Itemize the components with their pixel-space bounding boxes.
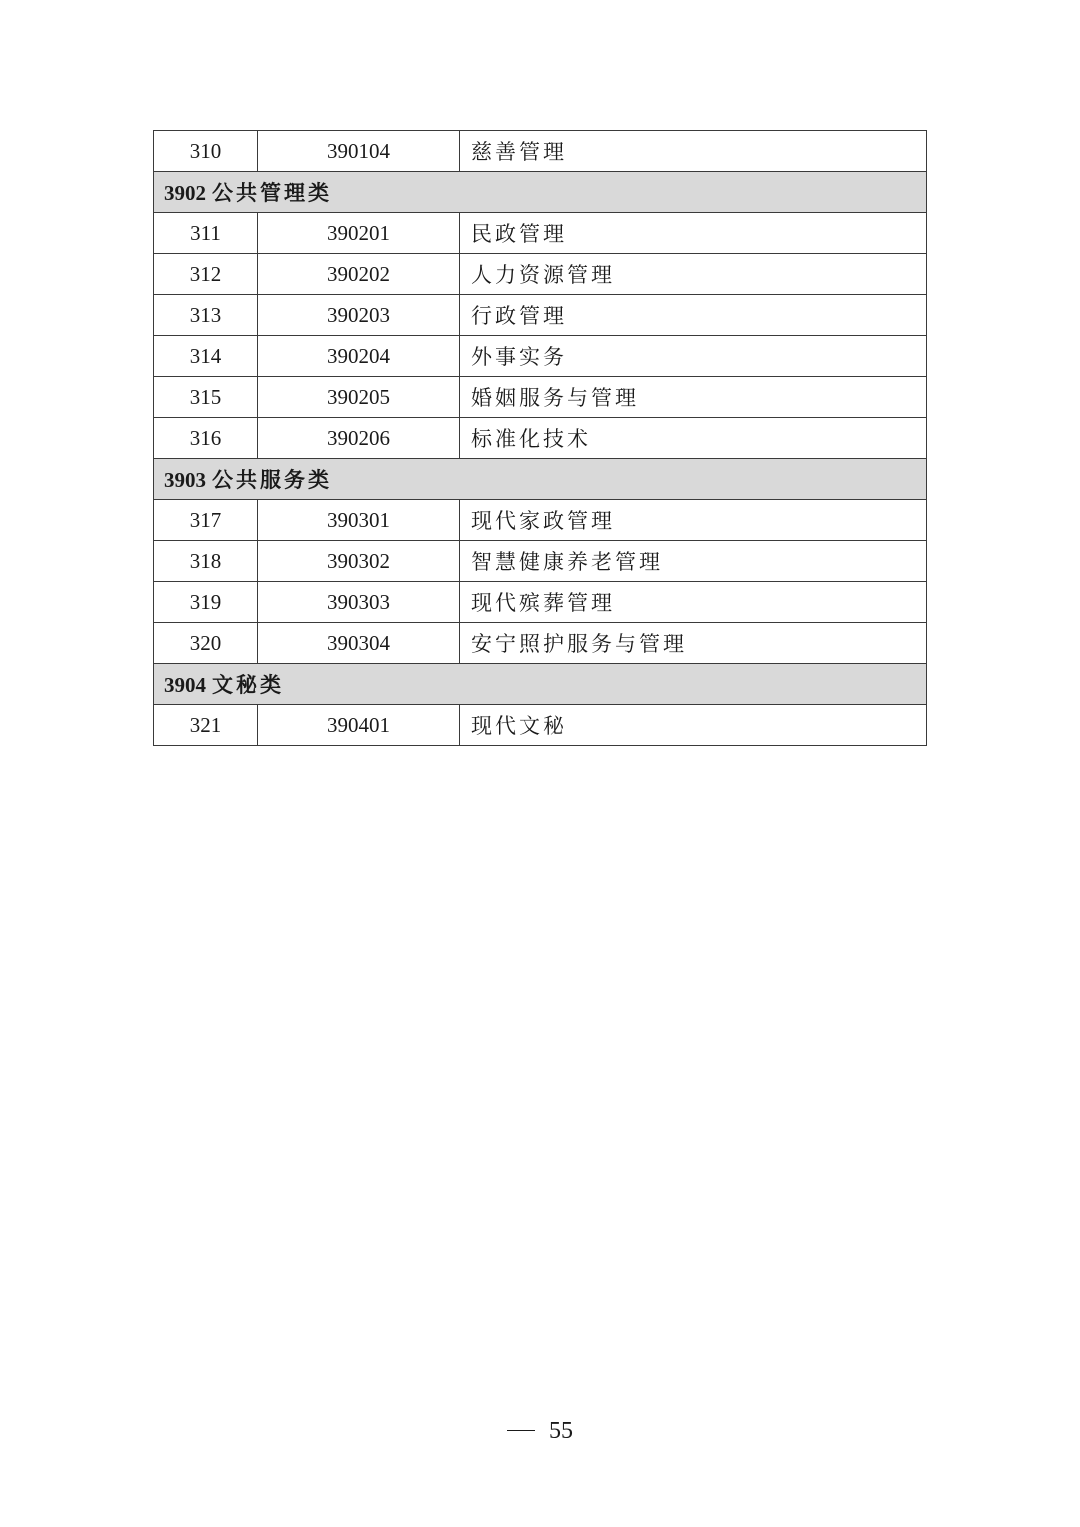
table-row — [154, 336, 927, 377]
row-number-cell: 316 — [154, 418, 258, 459]
table-row — [154, 213, 927, 254]
row-number-cell: 312 — [154, 254, 258, 295]
major-catalog-table-container — [153, 130, 927, 746]
table-row — [154, 131, 927, 172]
category-name: 公共服务类 — [212, 468, 332, 492]
category-name: 文秘类 — [212, 673, 284, 697]
row-number-cell: 317 — [154, 500, 258, 541]
table-row — [154, 254, 927, 295]
category-code: 3904 — [164, 673, 206, 697]
category-header-row — [154, 172, 927, 213]
em-dash-decoration — [507, 1430, 535, 1432]
table-body — [154, 131, 927, 746]
category-name: 公共管理类 — [212, 181, 332, 205]
major-name-cell: 标准化技术 — [460, 418, 927, 459]
major-code-cell: 390401 — [258, 705, 460, 746]
category-header-cell — [154, 664, 927, 705]
major-catalog-table — [153, 130, 927, 746]
category-header-cell — [154, 172, 927, 213]
category-header-cell — [154, 459, 927, 500]
row-number-cell: 321 — [154, 705, 258, 746]
major-code-cell: 390205 — [258, 377, 460, 418]
row-number-cell: 320 — [154, 623, 258, 664]
major-code-cell: 390104 — [258, 131, 460, 172]
table-row — [154, 295, 927, 336]
major-code-cell: 390203 — [258, 295, 460, 336]
major-code-cell: 390303 — [258, 582, 460, 623]
major-code-cell: 390206 — [258, 418, 460, 459]
page-footer — [0, 1418, 1080, 1445]
table-row — [154, 500, 927, 541]
row-number-cell: 318 — [154, 541, 258, 582]
major-name-cell: 现代文秘 — [460, 705, 927, 746]
row-number-cell: 319 — [154, 582, 258, 623]
major-code-cell: 390302 — [258, 541, 460, 582]
major-name-cell: 慈善管理 — [460, 131, 927, 172]
category-code: 3903 — [164, 468, 206, 492]
major-code-cell: 390304 — [258, 623, 460, 664]
major-name-cell: 婚姻服务与管理 — [460, 377, 927, 418]
major-code-cell: 390201 — [258, 213, 460, 254]
major-name-cell: 智慧健康养老管理 — [460, 541, 927, 582]
page-number: 55 — [549, 1418, 573, 1444]
major-name-cell: 安宁照护服务与管理 — [460, 623, 927, 664]
category-code: 3902 — [164, 181, 206, 205]
table-row — [154, 541, 927, 582]
category-header-row — [154, 664, 927, 705]
row-number-cell: 310 — [154, 131, 258, 172]
table-row — [154, 623, 927, 664]
table-row — [154, 582, 927, 623]
table-row — [154, 418, 927, 459]
major-name-cell: 民政管理 — [460, 213, 927, 254]
table-row — [154, 705, 927, 746]
major-code-cell: 390202 — [258, 254, 460, 295]
major-code-cell: 390204 — [258, 336, 460, 377]
row-number-cell: 313 — [154, 295, 258, 336]
row-number-cell: 314 — [154, 336, 258, 377]
major-code-cell: 390301 — [258, 500, 460, 541]
major-name-cell: 外事实务 — [460, 336, 927, 377]
row-number-cell: 311 — [154, 213, 258, 254]
major-name-cell: 行政管理 — [460, 295, 927, 336]
category-header-row — [154, 459, 927, 500]
major-name-cell: 现代殡葬管理 — [460, 582, 927, 623]
major-name-cell: 人力资源管理 — [460, 254, 927, 295]
row-number-cell: 315 — [154, 377, 258, 418]
major-name-cell: 现代家政管理 — [460, 500, 927, 541]
table-row — [154, 377, 927, 418]
